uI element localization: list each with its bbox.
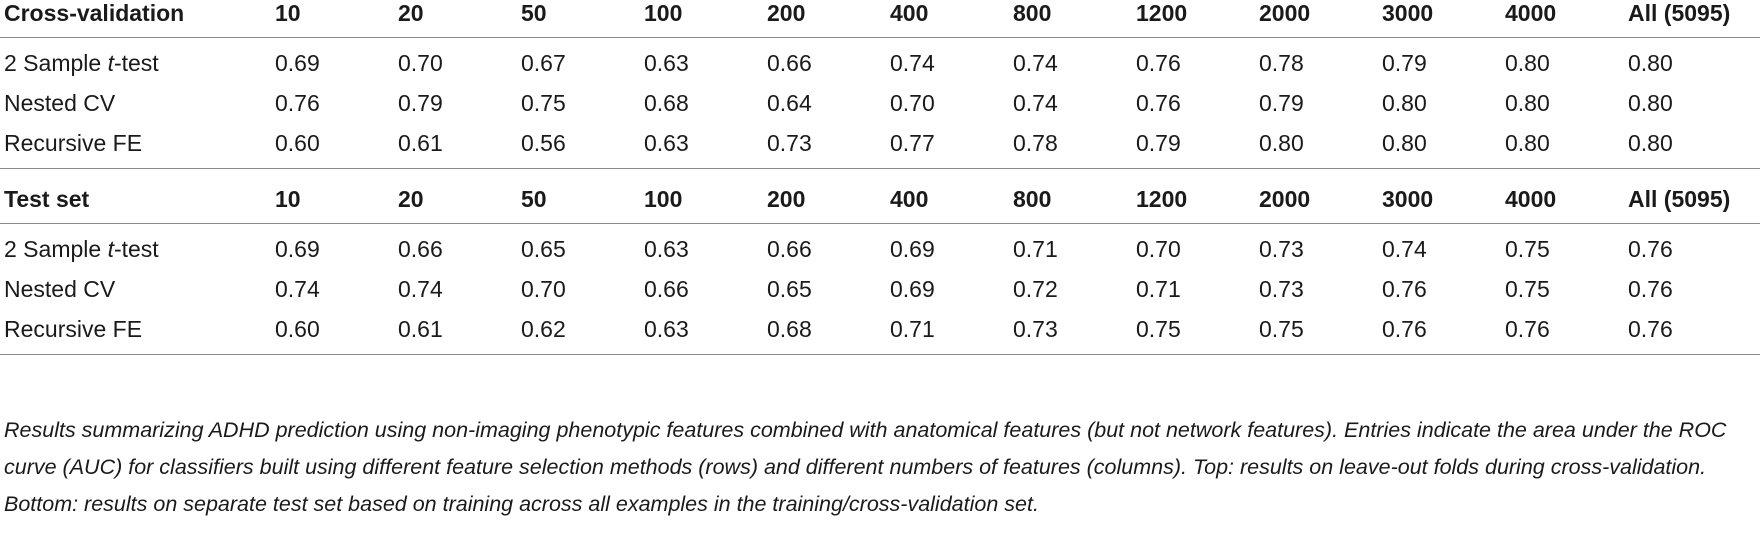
auc-value-cell: 0.76	[1628, 275, 1673, 302]
auc-value-cell: 0.79	[1259, 89, 1304, 116]
column-header: 20	[398, 186, 424, 212]
auc-value-cell: 0.62	[521, 315, 566, 342]
column-header: 3000	[1382, 0, 1434, 26]
auc-value-cell: 0.74	[1382, 235, 1427, 262]
auc-value-cell: 0.66	[767, 235, 812, 262]
column-header: 2000	[1259, 0, 1311, 26]
auc-value-cell: 0.74	[890, 49, 935, 76]
column-header: 1200	[1136, 0, 1188, 26]
method-label	[0, 229, 275, 269]
auc-value-cell: 0.75	[521, 89, 566, 116]
table-caption: Results summarizing ADHD prediction using non-imaging phenotypic features combined with anatomical features (but not network features). Entries indicate the area under the ROC curve (AUC) for classifiers built using different feature selection methods (rows) and different numbers of features (columns). Top: results on leave-out folds during cross-validation. Bottom: results on separate test set based on training across all examples in the training/cross-validation set.	[4, 418, 1727, 516]
auc-value-cell: 0.74	[275, 275, 320, 302]
section-title: Test set	[4, 186, 90, 212]
auc-value-cell: 0.74	[1013, 49, 1058, 76]
method-label	[0, 123, 275, 163]
auc-value-cell: 0.66	[644, 275, 689, 302]
auc-value-cell: 0.76	[1136, 89, 1181, 116]
auc-value-cell: 0.76	[1505, 315, 1550, 342]
method-label-suffix: -test	[113, 235, 159, 262]
auc-value-cell: 0.74	[1013, 89, 1058, 116]
column-header: 4000	[1505, 0, 1557, 26]
auc-value-cell: 0.60	[275, 129, 320, 156]
auc-value-cell: 0.80	[1382, 129, 1427, 156]
method-label-text: Nested CV	[4, 89, 116, 116]
column-header: 10	[275, 186, 301, 212]
auc-value-cell: 0.71	[890, 315, 935, 342]
auc-value-cell: 0.76	[275, 89, 320, 116]
column-header: 50	[521, 0, 547, 26]
auc-value-cell: 0.73	[1259, 275, 1304, 302]
auc-value-cell: 0.70	[398, 49, 443, 76]
table-row	[0, 309, 1760, 349]
auc-value-cell: 0.73	[1013, 315, 1058, 342]
auc-value-cell: 0.64	[767, 89, 812, 116]
section-header-row	[0, 186, 1760, 213]
auc-value-cell: 0.75	[1136, 315, 1181, 342]
column-header: All (5095)	[1628, 186, 1731, 212]
column-header: 800	[1013, 0, 1052, 26]
auc-value-cell: 0.76	[1136, 49, 1181, 76]
auc-value-cell: 0.70	[521, 275, 566, 302]
auc-value-cell: 0.79	[1136, 129, 1181, 156]
auc-value-cell: 0.73	[767, 129, 812, 156]
column-header: 100	[644, 186, 683, 212]
auc-value-cell: 0.80	[1628, 49, 1673, 76]
auc-value-cell: 0.60	[275, 315, 320, 342]
auc-value-cell: 0.80	[1259, 129, 1304, 156]
section-header-row	[0, 0, 1760, 27]
auc-value-cell: 0.80	[1505, 49, 1550, 76]
table-row	[0, 123, 1760, 163]
auc-value-cell: 0.66	[767, 49, 812, 76]
auc-value-cell: 0.65	[767, 275, 812, 302]
method-label	[0, 269, 275, 309]
auc-value-cell: 0.68	[767, 315, 812, 342]
auc-value-cell: 0.68	[644, 89, 689, 116]
column-header: 4000	[1505, 186, 1557, 212]
auc-value-cell: 0.67	[521, 49, 566, 76]
column-header: 10	[275, 0, 301, 26]
method-label-text: Nested CV	[4, 275, 116, 302]
auc-value-cell: 0.63	[644, 129, 689, 156]
column-header: 200	[767, 186, 806, 212]
auc-value-cell: 0.78	[1259, 49, 1304, 76]
method-label-italic: t	[107, 235, 114, 262]
method-label	[0, 43, 275, 83]
auc-value-cell: 0.72	[1013, 275, 1058, 302]
auc-value-cell: 0.80	[1628, 89, 1673, 116]
auc-value-cell: 0.80	[1505, 129, 1550, 156]
method-label-italic: t	[107, 49, 114, 76]
auc-value-cell: 0.80	[1505, 89, 1550, 116]
table-row	[0, 83, 1760, 123]
auc-value-cell: 0.76	[1382, 275, 1427, 302]
column-header: 1200	[1136, 186, 1188, 212]
table-row	[0, 269, 1760, 309]
column-header: 200	[767, 0, 806, 26]
auc-value-cell: 0.69	[890, 235, 935, 262]
auc-value-cell: 0.66	[398, 235, 443, 262]
table-bottom-rule	[0, 355, 1760, 356]
auc-value-cell: 0.79	[398, 89, 443, 116]
auc-value-cell: 0.69	[275, 49, 320, 76]
auc-value-cell: 0.65	[521, 235, 566, 262]
auc-value-cell: 0.80	[1382, 89, 1427, 116]
auc-value-cell: 0.79	[1382, 49, 1427, 76]
header-spacer	[0, 213, 1760, 224]
auc-value-cell: 0.75	[1505, 275, 1550, 302]
auc-value-cell: 0.61	[398, 315, 443, 342]
auc-value-cell: 0.78	[1013, 129, 1058, 156]
auc-value-cell: 0.63	[644, 315, 689, 342]
column-header: All (5095)	[1628, 0, 1731, 26]
column-header: 2000	[1259, 186, 1311, 212]
column-header: 100	[644, 0, 683, 26]
auc-value-cell: 0.63	[644, 235, 689, 262]
auc-value-cell: 0.69	[275, 235, 320, 262]
method-label-text: Recursive FE	[4, 129, 143, 156]
header-spacer	[0, 27, 1760, 38]
section-title: Cross-validation	[4, 0, 185, 26]
auc-value-cell: 0.56	[521, 129, 566, 156]
auc-value-cell: 0.71	[1136, 275, 1181, 302]
auc-value-cell: 0.71	[1013, 235, 1058, 262]
auc-value-cell: 0.73	[1259, 235, 1304, 262]
column-header: 800	[1013, 186, 1052, 212]
method-label	[0, 83, 275, 123]
auc-value-cell: 0.76	[1382, 315, 1427, 342]
column-header: 50	[521, 186, 547, 212]
auc-value-cell: 0.80	[1628, 129, 1673, 156]
section-spacer	[0, 169, 1760, 186]
method-label-text: Recursive FE	[4, 315, 143, 342]
auc-value-cell: 0.70	[890, 89, 935, 116]
table-row	[0, 229, 1760, 269]
method-label-text: 2 Sample	[4, 49, 108, 76]
column-header: 3000	[1382, 186, 1434, 212]
auc-value-cell: 0.61	[398, 129, 443, 156]
auc-value-cell: 0.76	[1628, 235, 1673, 262]
auc-value-cell: 0.75	[1505, 235, 1550, 262]
auc-value-cell: 0.69	[890, 275, 935, 302]
auc-value-cell: 0.74	[398, 275, 443, 302]
auc-value-cell: 0.75	[1259, 315, 1304, 342]
auc-value-cell: 0.77	[890, 129, 935, 156]
method-label-text: 2 Sample	[4, 235, 108, 262]
method-label-suffix: -test	[113, 49, 159, 76]
auc-value-cell: 0.70	[1136, 235, 1181, 262]
auc-value-cell: 0.76	[1628, 315, 1673, 342]
column-header: 400	[890, 186, 929, 212]
table-row	[0, 43, 1760, 83]
method-label	[0, 309, 275, 349]
column-header: 400	[890, 0, 929, 26]
auc-value-cell: 0.63	[644, 49, 689, 76]
column-header: 20	[398, 0, 424, 26]
